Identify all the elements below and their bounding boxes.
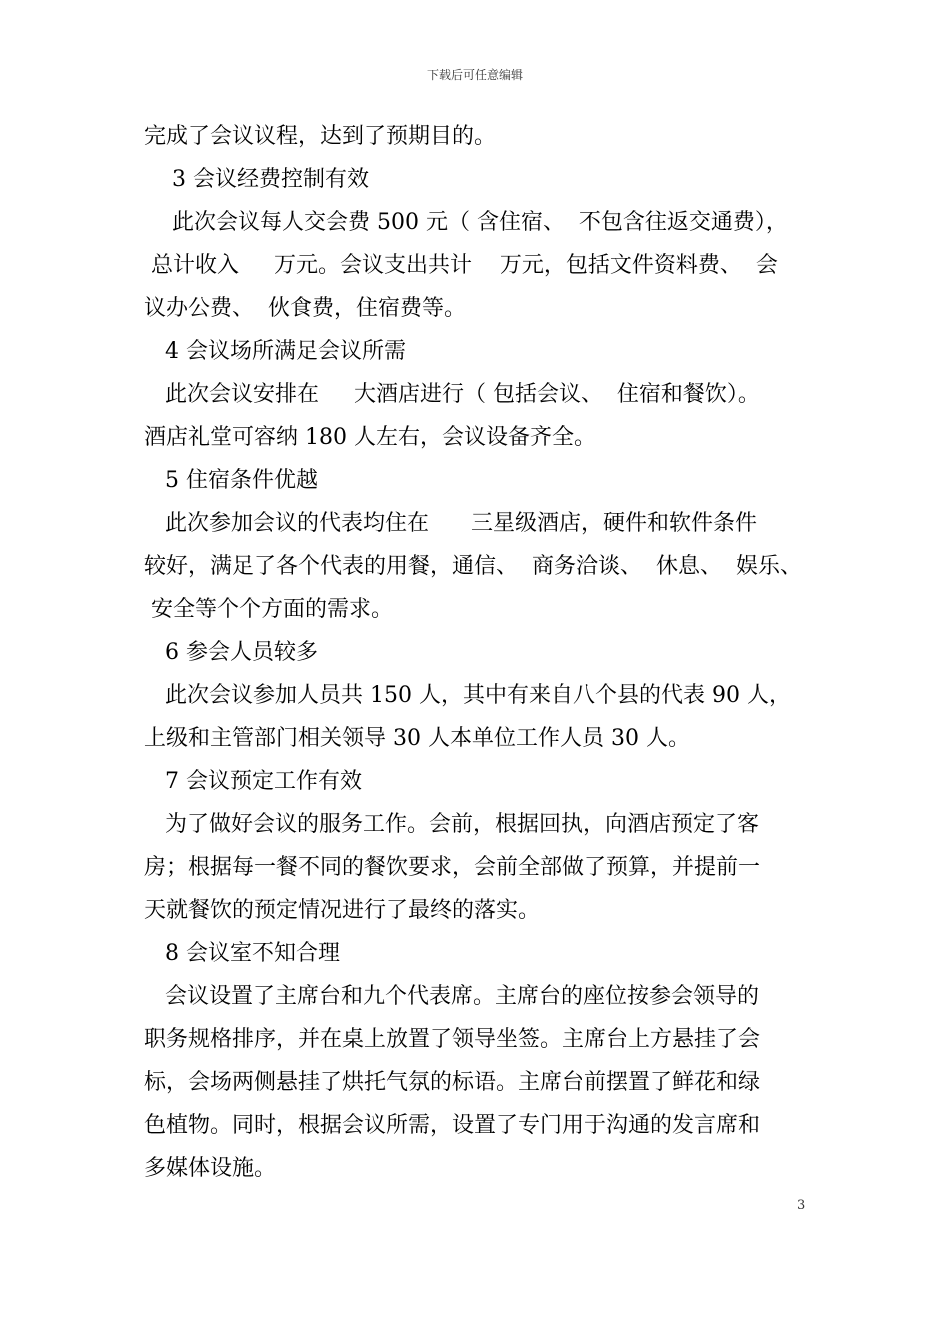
- section-heading: 7 会议预定工作有效: [144, 769, 362, 794]
- page-header: 下载后可任意编辑: [426, 68, 523, 82]
- text-line: 此次参加会议的代表均住在 三星级酒店，硬件和软件条件: [144, 511, 757, 536]
- section-heading: 4 会议场所满足会议所需: [144, 339, 406, 364]
- text-line: 标，会场两侧悬挂了烘托气氛的标语。主席台前摆置了鲜花和绿: [144, 1070, 761, 1095]
- text-line: 此次会议安排在 大酒店进行（ 包括会议、 住宿和餐饮）。: [144, 382, 760, 407]
- text-line: 多媒体设施。: [144, 1156, 277, 1181]
- text-line: 为了做好会议的服务工作。会前，根据回执，向酒店预定了客: [144, 812, 759, 837]
- text-line: 议办公费、 伙食费，住宿费等。: [144, 296, 466, 321]
- section-heading: 8 会议室不知合理: [144, 941, 340, 966]
- text-line: 天就餐饮的预定情况进行了最终的落实。: [144, 898, 541, 923]
- text-line: 安全等个个方面的需求。: [144, 597, 393, 622]
- text-line: 上级和主管部门相关领导 30 人本单位工作人员 30 人。: [144, 726, 690, 751]
- section-heading: 5 住宿条件优越: [144, 468, 318, 493]
- section-heading: 3 会议经费控制有效: [144, 167, 369, 192]
- text-line: 会议设置了主席台和九个代表席。主席台的座位按参会领导的: [144, 984, 759, 1009]
- page-number: 3: [797, 1198, 806, 1213]
- text-line: 房；根据每一餐不同的餐饮要求，会前全部做了预算，并提前一: [144, 855, 761, 880]
- text-line: 较好，满足了各个代表的用餐，通信、 商务洽谈、 休息、 娱乐、: [144, 554, 802, 579]
- text-line: 此次会议每人交会费 500 元（ 含住宿、 不包含往返交通费），: [144, 210, 788, 235]
- text-line: 完成了会议议程，达到了预期目的。: [144, 124, 497, 149]
- text-line: 酒店礼堂可容纳 180 人左右，会议设备齐全。: [144, 425, 596, 450]
- text-line: 总计收入 万元。会议支出共计 万元，包括文件资料费、 会: [144, 253, 778, 278]
- text-line: 色植物。同时，根据会议所需，设置了专门用于沟通的发言席和: [144, 1113, 761, 1138]
- text-line: 此次会议参加人员共 150 人，其中有来自八个县的代表 90 人，: [144, 683, 791, 708]
- section-heading: 6 参会人员较多: [144, 640, 318, 665]
- text-line: 职务规格排序，并在桌上放置了领导坐签。主席台上方悬挂了会: [144, 1027, 761, 1052]
- document-body: [144, 115, 834, 1190]
